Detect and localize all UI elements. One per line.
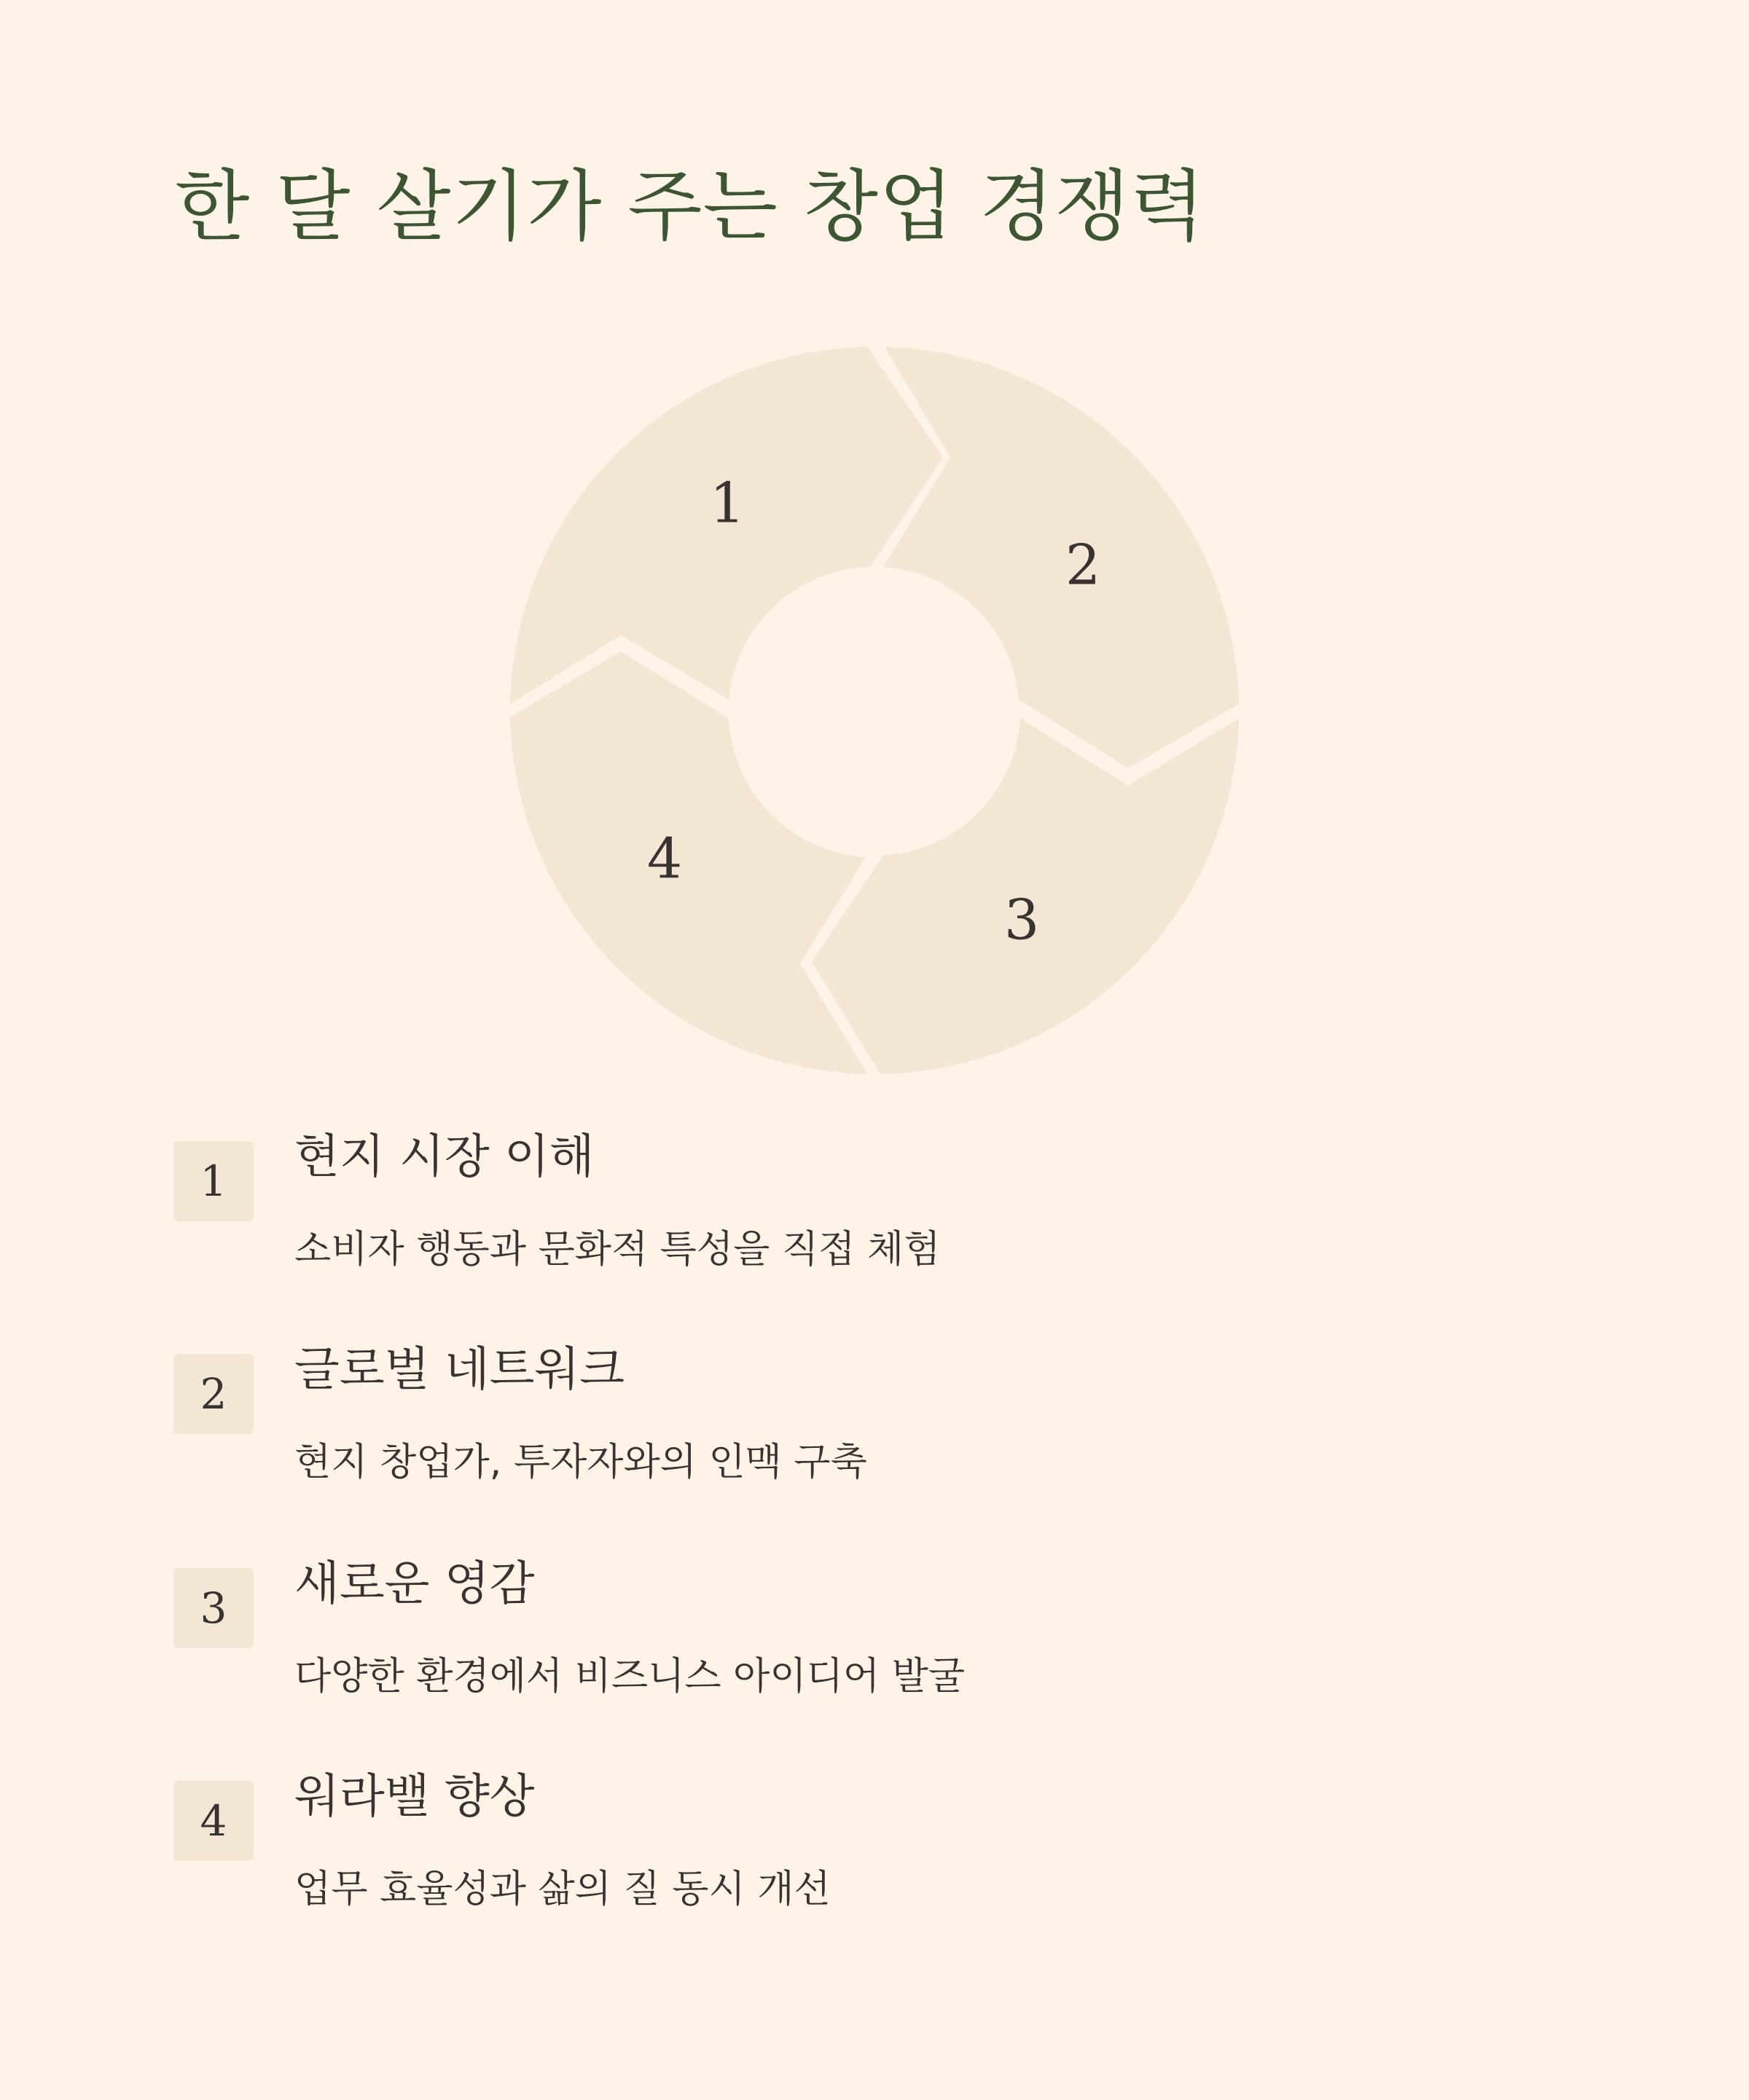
cycle-segment-4	[510, 651, 867, 1074]
item-title: 글로벌 네트워크	[294, 1343, 625, 1397]
item-description: 업무 효율성과 삶의 질 동시 개선	[294, 1868, 831, 1911]
item-description: 소비자 행동과 문화적 특성을 직접 체험	[294, 1228, 941, 1272]
item-description: 다양한 환경에서 비즈니스 아이디어 발굴	[294, 1655, 966, 1699]
item-title: 현지 시장 이해	[294, 1130, 595, 1184]
list-item-4	[173, 1770, 1558, 1927]
page-title: 한 달 살기가 주는 창업 경쟁력	[175, 162, 1206, 251]
item-number-badge: 1	[173, 1141, 254, 1221]
cycle-segment-3-label: 3	[1003, 887, 1040, 952]
cycle-segment-2	[883, 347, 1239, 768]
item-description: 현지 창업가, 투자자와의 인맥 구축	[294, 1441, 867, 1484]
cycle-segment-2-label: 2	[1065, 532, 1101, 598]
list-item-2	[173, 1343, 1558, 1500]
list-item-1	[173, 1130, 1558, 1287]
cycle-segment-1-label: 1	[709, 470, 746, 536]
item-title: 새로운 영감	[294, 1557, 535, 1611]
item-number-badge: 3	[173, 1568, 254, 1648]
cycle-segment-4-label: 4	[646, 826, 683, 891]
list-item-3	[173, 1557, 1558, 1714]
item-number-badge: 2	[173, 1354, 254, 1434]
item-title: 워라밸 향상	[294, 1770, 535, 1824]
item-number-badge: 4	[173, 1781, 254, 1861]
